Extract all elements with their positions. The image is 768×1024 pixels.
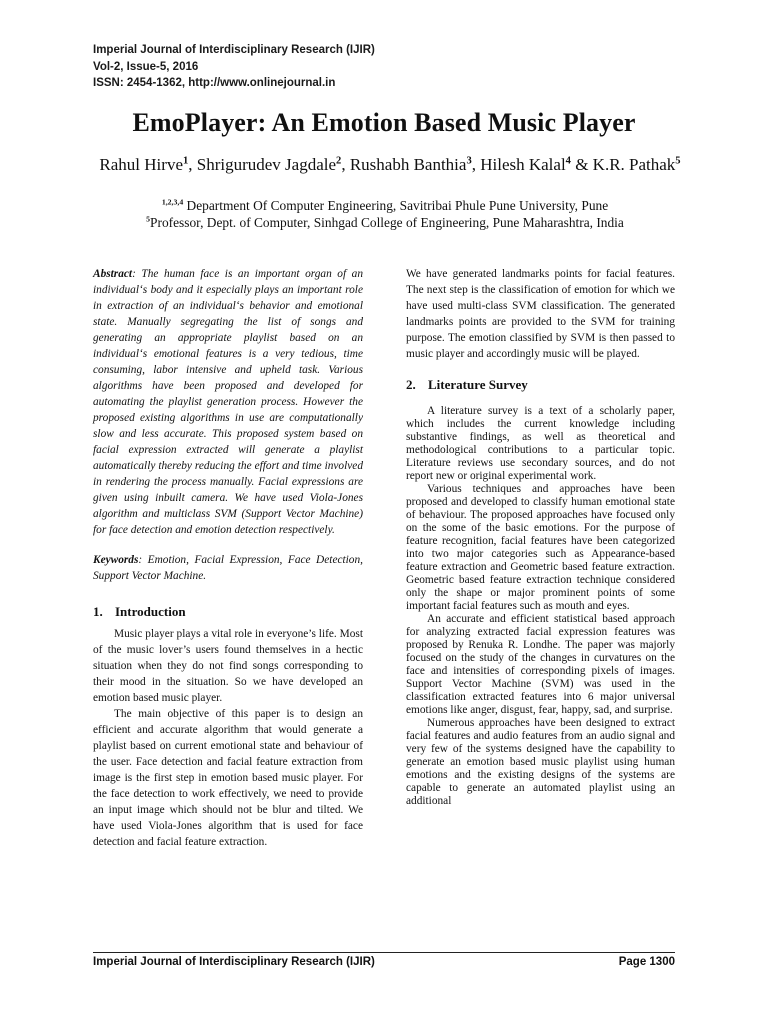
author-separator: , (188, 155, 197, 174)
journal-volume: Vol-2, Issue-5, 2016 (93, 60, 199, 73)
author-sup: 4 (565, 155, 571, 167)
author-sup: 3 (466, 155, 472, 167)
section-title: Literature Survey (428, 377, 528, 392)
paragraph: Music player plays a vital role in everyone’s life. Most of the music lover’s users found themselves in a hectic situation when they do not find songs corresponding to their mood in the situation. So we have developed an emotion based music player. (93, 628, 363, 704)
affiliations (100, 198, 670, 231)
section-number: 2. (406, 377, 416, 392)
paragraph: We have generated landmarks points for facial features. The next step is the classification of emotion for which we have used multi-class SVM classification. The generated landmarks points are provided to the SVM for training purpose. The emotion classified by SVM is then passed to music player and accordingly music will be played. (406, 268, 675, 360)
author-list (70, 154, 710, 176)
author-name: Rahul Hirve (99, 155, 183, 174)
keywords (93, 552, 363, 584)
paragraph: The main objective of this paper is to design an efficient and accurate algorithm that would generate a playlist based on current emotional state and behaviour of the user. Face detection and facial feature extraction from image is the first step in emotion based music player. For the face detection to work effectively, we need to provide an input image which should not be blur and tilted. We have used Viola-Jones algorithm that is used for face detection and facial feature extraction. (93, 708, 363, 848)
author-name: Shrigurudev Jagdale (196, 155, 337, 174)
author-sup: 5 (675, 155, 681, 167)
page-footer (93, 952, 675, 968)
footer-journal: Imperial Journal of Interdisciplinary Research (IJIR) (93, 956, 375, 968)
journal-name: Imperial Journal of Interdisciplinary Research (IJIR) (93, 44, 375, 56)
section-heading-literature (406, 377, 675, 393)
affiliation-1 (100, 198, 670, 215)
abstract-text: : The human face is an important organ of an individual‘s body and it especially plays an important role in extraction of an individual‘s behavior and emotional state. Manually segregating the list of songs and generating an appropriate playlist based on an individual‘s emotional features is a very tedious, time consuming, labor intensive and upheld task. Various algorithms have been proposed and developed for automating the playlist generation process. However the proposed existing algorithms in use are computationally slow and less accurate. This proposed system based on facial expression extracted will generate a playlist automatically thereby reducing the effort and time involved in rendering the process manually. Facial expressions are given using inbuilt camera. We have used Viola-Jones algorithm and multiclass SVM (Support Vector Machine) for face detection and emotion detection respectively. (93, 268, 363, 536)
author-name: & K.R. Pathak (575, 155, 676, 174)
author-name: Hilesh Kalal (480, 155, 566, 174)
abstract-label: Abstract (93, 268, 133, 280)
author-name: Rushabh Banthia (349, 155, 467, 174)
keywords-label: Keywords (93, 554, 139, 566)
paragraph: A literature survey is a text of a scholarly paper, which includes the current knowledge including substantive findings, as well as theoretical and methodological contributions to a particular topic. Literature reviews use secondary sources, and do not report new or original experimental work. (406, 405, 675, 482)
right-column (406, 266, 675, 808)
page-number: Page 1300 (618, 956, 675, 968)
affiliation-2 (100, 215, 670, 232)
affiliation-text: Professor, Dept. of Computer, Sinhgad College of Engineering, Pune Maharashtra, India (150, 214, 624, 230)
section-title: Introduction (115, 604, 186, 619)
affiliation-text: Department Of Computer Engineering, Savitribai Phule Pune University, Pune (183, 198, 609, 213)
abstract (93, 266, 363, 538)
journal-header (93, 42, 375, 92)
author-sup: 1 (183, 155, 189, 167)
paragraph: An accurate and efficient statistical based approach for analyzing extracted facial expression features was proposed by Renuka R. Londhe. The paper was majorly focused on the study of the changes in curvatures on the face and intensities of corresponding pixels of images. Support Vector Machine (SVM) was used in the classification extracted features into 6 major universal emotions like anger, disgust, fear, happy, sad, and surprise. (406, 613, 675, 716)
literature-body (406, 405, 675, 808)
affiliation-sup: 5 (146, 214, 151, 224)
author-separator: , (471, 155, 481, 174)
paragraph: Numerous approaches have been designed to extract facial features and audio features from an audio signal and very few of the systems designed have the capability to generate an emotion based music playlist using human emotions and the existing designs of the systems are capable to generate an automated playlist using an additional (406, 717, 675, 807)
section-number: 1. (93, 604, 103, 619)
keywords-text: : Emotion, Facial Expression, Face Detection, Support Vector Machine. (93, 554, 363, 582)
section-heading-introduction (93, 604, 363, 620)
journal-issn: ISSN: 2454-1362, http://www.onlinejournal.in (93, 77, 336, 89)
left-column (93, 266, 363, 850)
author-sup: 2 (336, 155, 342, 167)
affiliation-sup: 1,2,3,4 (161, 197, 184, 207)
paper-title: EmoPlayer: An Emotion Based Music Player (132, 108, 636, 137)
author-separator: , (341, 155, 350, 174)
paragraph: Various techniques and approaches have been proposed and developed to classify human emotional state of behaviour. The proposed approaches have focused only on the some of the basic emotions. For the purpose of feature recognition, facial features have been categorized into two major categories such as Appearance-based feature extraction and Geometric based feature extraction. Geometric based feature extraction technique considered only the shape or major prominent points of some important facial features such as mouth and eyes. (406, 483, 675, 612)
